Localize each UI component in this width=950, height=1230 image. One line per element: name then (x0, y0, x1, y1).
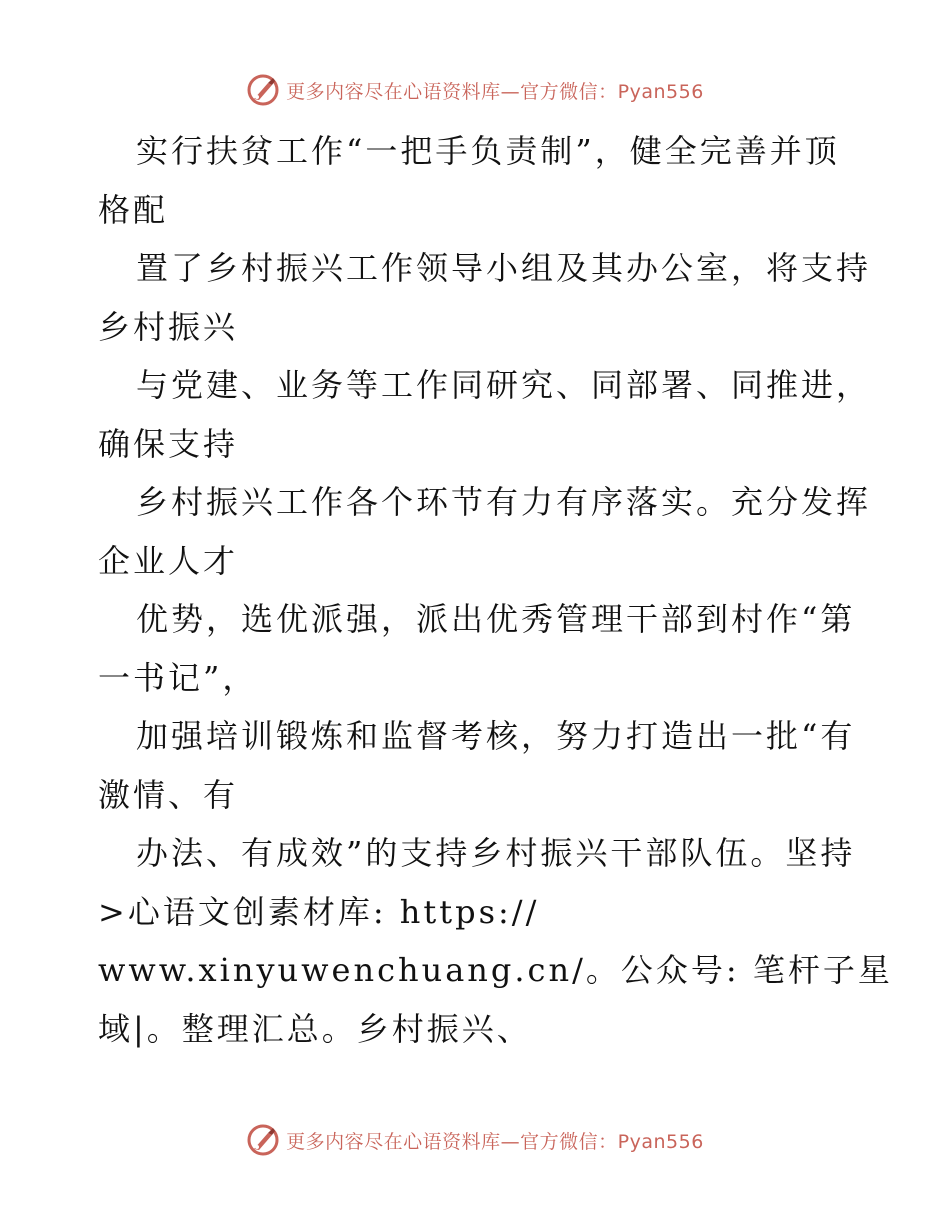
body-line: 域|。整理汇总。乡村振兴、 (98, 1009, 532, 1048)
footer-banner-text: 更多内容尽在心语资料库—官方微信：Pyan556 (286, 1130, 704, 1153)
pen-quill-logo-icon (246, 1123, 280, 1157)
body-line: 置了乡村振兴工作领导小组及其办公室，将支持 (136, 249, 872, 287)
body-line: 加强培训锻炼和监督考核，努力打造出一批“有 (136, 717, 856, 755)
body-line: 企业人才 (98, 541, 239, 580)
body-line: 与党建、业务等工作同研究、同部署、同推进， (136, 366, 872, 404)
header-banner (0, 70, 950, 110)
footer-banner (0, 1120, 950, 1160)
body-line: 优势，选优派强，派出优秀管理干部到村作“第 (136, 600, 856, 638)
pen-quill-logo-icon (246, 73, 280, 107)
body-line: 格配 (98, 190, 169, 229)
body-line: 激情、有 (98, 775, 239, 814)
body-line: 一书记”， (98, 658, 258, 697)
body-line: 乡村振兴 (98, 307, 239, 346)
body-line: 确保支持 (98, 424, 239, 463)
body-line: 实行扶贫工作“一把手负责制”，健全完善并顶 (136, 132, 840, 170)
body-line: >心语文创素材库: https:// (98, 892, 540, 931)
body-line: 乡村振兴工作各个环节有力有序落实。充分发挥 (136, 483, 872, 521)
document-body (98, 122, 893, 1058)
header-banner-text: 更多内容尽在心语资料库—官方微信：Pyan556 (286, 80, 704, 103)
body-line: 办法、有成效”的支持乡村振兴干部队伍。坚持 (136, 834, 856, 872)
body-line: www.xinyuwenchuang.cn/。公众号: 笔杆子星 (98, 951, 893, 989)
